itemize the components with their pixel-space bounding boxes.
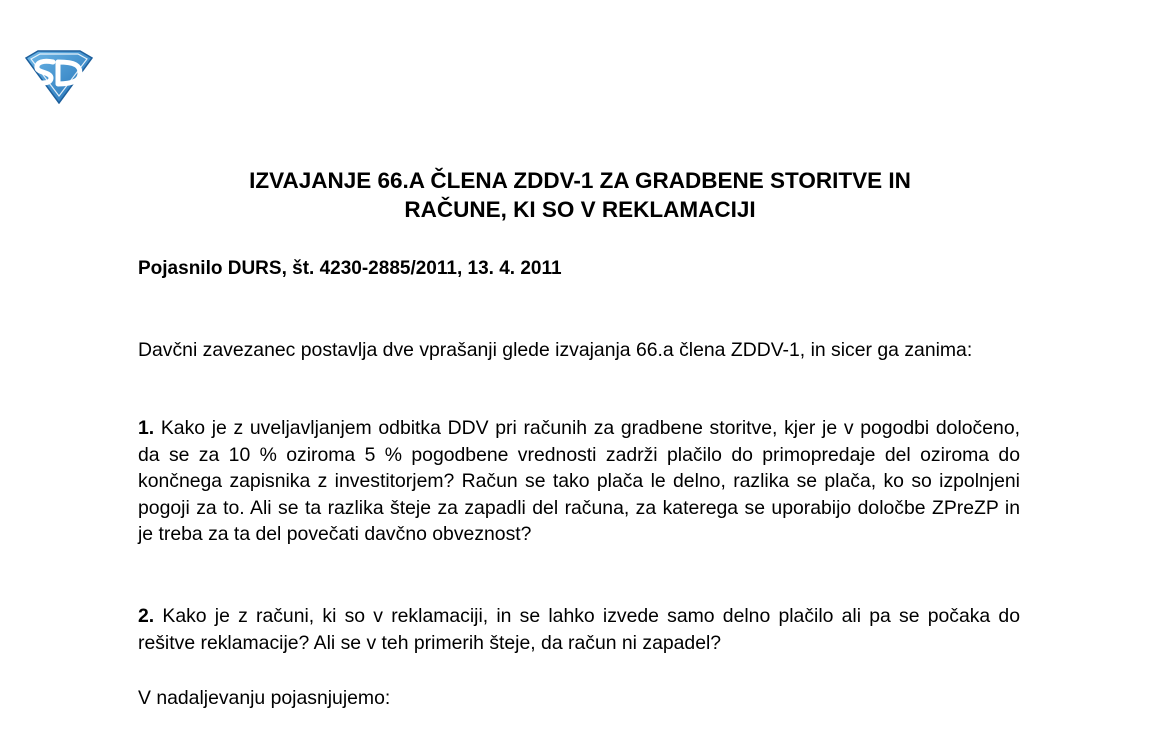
question-2-paragraph — [138, 603, 1020, 656]
document-title — [140, 166, 1020, 224]
question-2-text: Kako je z računi, ki so v reklamaciji, in se lahko izvede samo delno plačilo ali pa se počaka do rešitve reklamacije? Ali se v teh primerih šteje, da račun ni zapadel? — [138, 605, 1020, 654]
question-1-paragraph — [138, 415, 1020, 548]
intro-paragraph: Davčni zavezanec postavlja dve vprašanji glede izvajanja 66.a člena ZDDV-1, in sicer ga zanima: — [138, 339, 973, 361]
question-1-number: 1. — [138, 417, 155, 439]
outro-paragraph: V nadaljevanju pojasnjujemo: — [138, 687, 391, 709]
document-subtitle: Pojasnilo DURS, št. 4230-2885/2011, 13. 4. 2011 — [138, 258, 562, 279]
document-title-line-1: IZVAJANJE 66.A ČLENA ZDDV-1 ZA GRADBENE STORITVE IN — [249, 168, 911, 193]
document-title-line-2: RAČUNE, KI SO V REKLAMACIJI — [404, 197, 756, 222]
question-2-number: 2. — [138, 605, 155, 627]
question-1-text: Kako je z uveljavljanjem odbitka DDV pri računih za gradbene storitve, kjer je v pogodbi določeno, da se za 10 % oziroma 5 % pogodbene vrednosti zadrži plačilo do primopredaje del oziroma do končnega zapisnika z investitorjem? Račun se tako plača le delno, razlika se plača, ko so izpolnjeni pogoji za to. Ali se ta razlika šteje za zapadli del računa, za katerega se uporabijo določbe ZPreZP in je treba za ta del povečati davčno obveznost? — [138, 417, 1020, 545]
sd-shield-logo-icon — [22, 50, 96, 104]
